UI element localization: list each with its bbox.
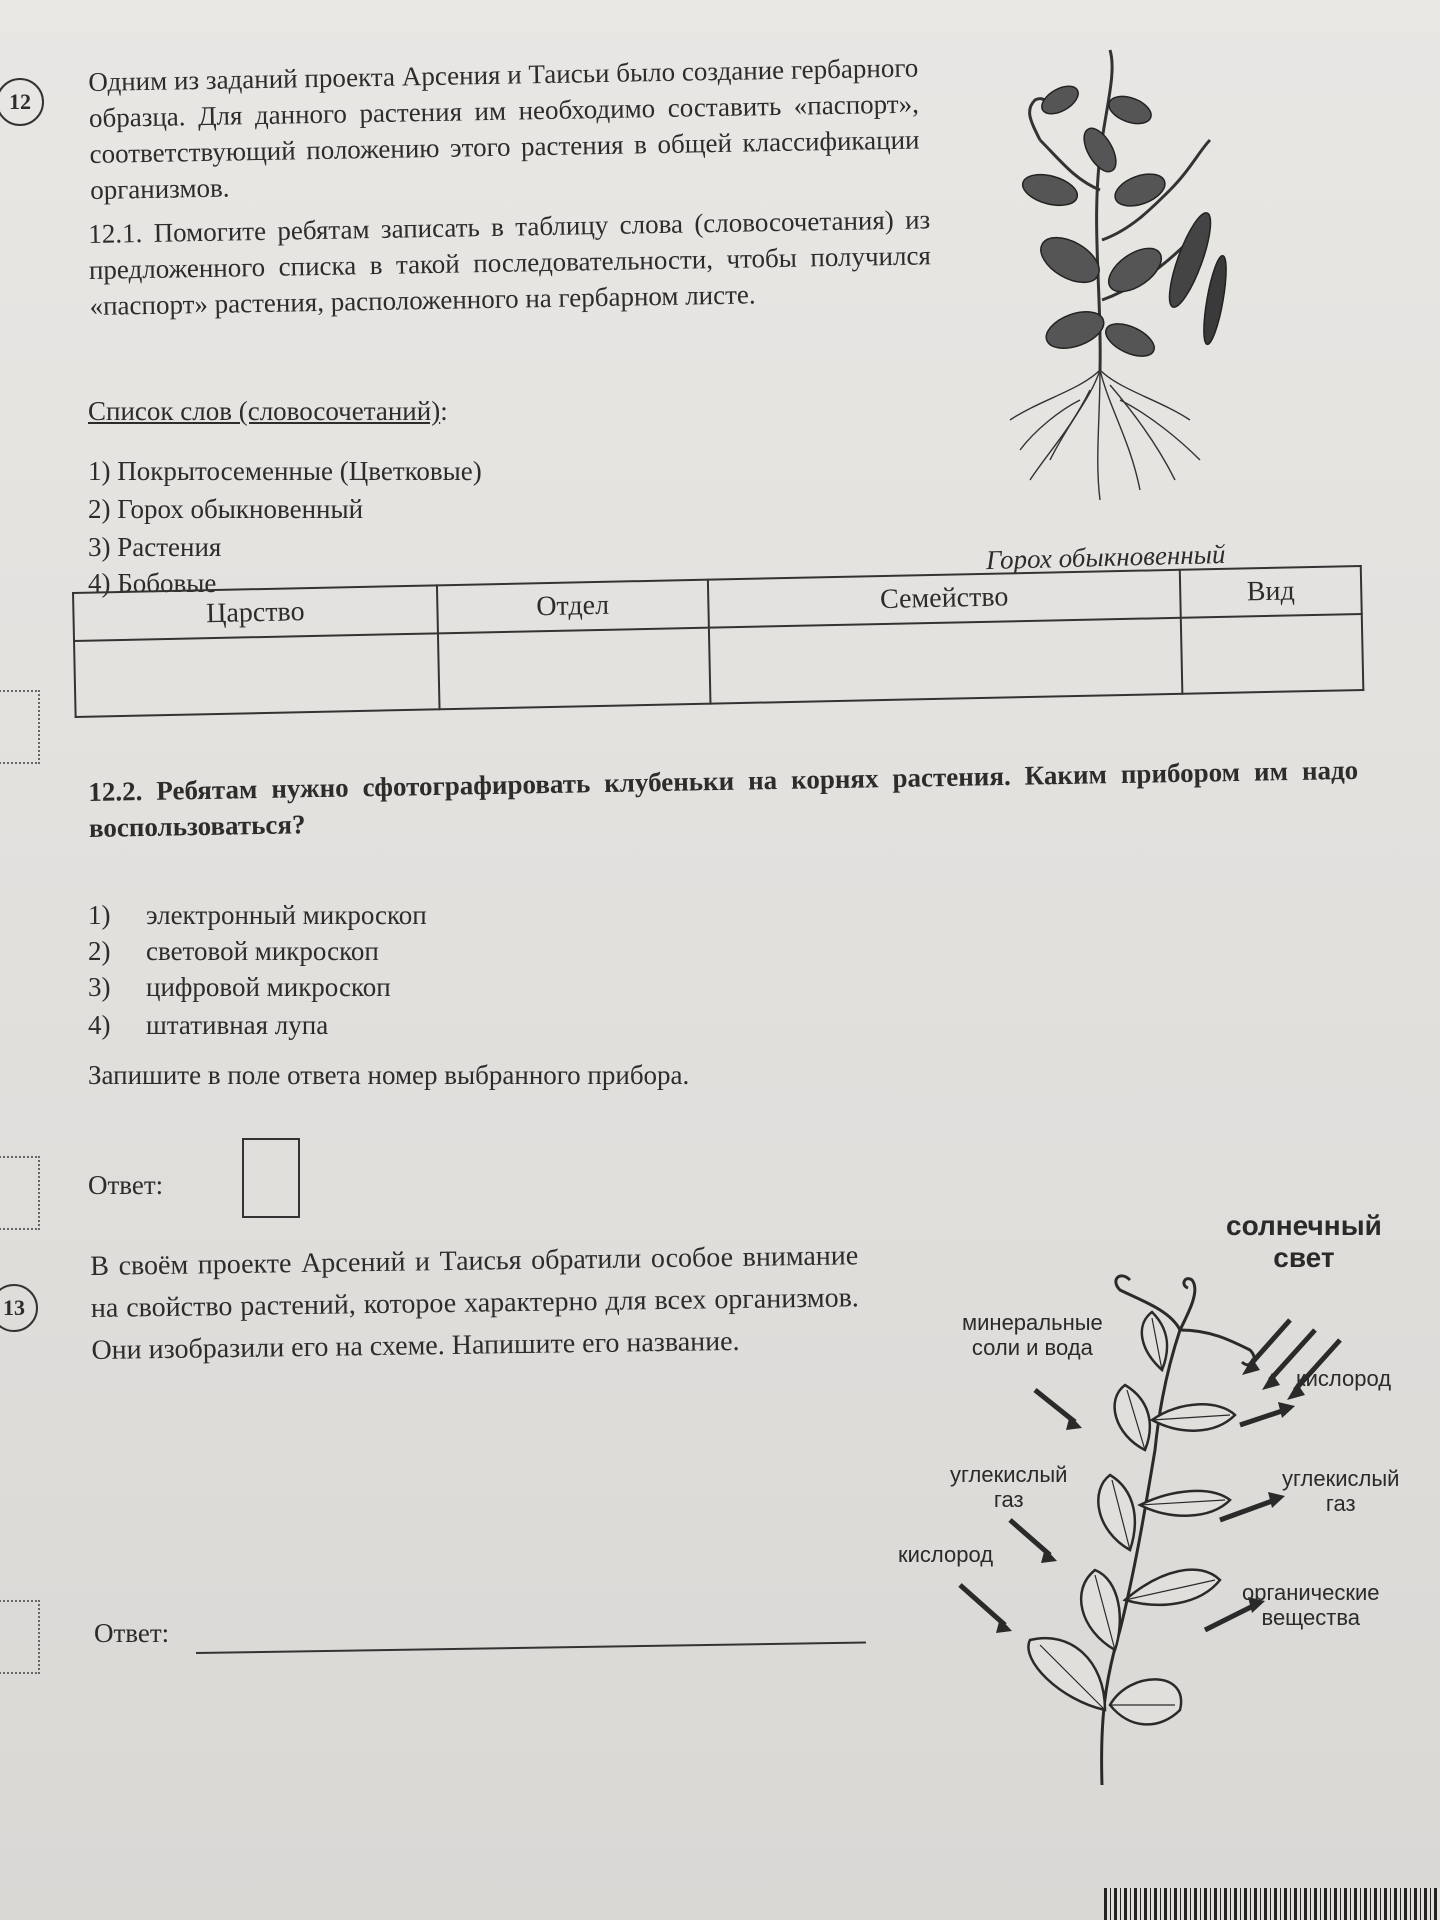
task-13-question: В своём проекте Арсений и Таисья обратили особое внимание на свойство растений, которое характерно для всех организмов. Они изобразили его на схеме. Напишите его название. (90, 1240, 860, 1366)
option-item (88, 1010, 328, 1041)
task-12-2-question: 12.2. Ребятам нужно сфотографировать клубеньки на корнях растения. Каким прибором им надо воспользоваться? (88, 754, 1359, 843)
label-organic-line1: органические (1242, 1580, 1380, 1605)
option-item (88, 972, 391, 1003)
answer-cell-family[interactable] (709, 618, 1183, 704)
task-12-intro: Одним из заданий проекта Арсения и Таисьи было создание гербарного образца. Для данного растения им необходимо составить «паспорт», соответствующий положению этого растения в общей классификации организмов. (88, 52, 920, 205)
plant-passport-table (72, 565, 1364, 718)
label-co2-in (950, 1462, 1067, 1512)
option-number: 2) (88, 936, 111, 966)
word-list-item: 2) Горох обыкновенный (88, 494, 364, 524)
label-minerals-line1: минеральные (962, 1310, 1103, 1335)
label-co2-in-line2: газ (993, 1487, 1024, 1512)
label-co2-out-line2: газ (1325, 1491, 1356, 1516)
task-12-2-instruction: Запишите в поле ответа номер выбранного прибора. (88, 1060, 690, 1090)
header-kingdom: Царство (73, 585, 438, 641)
label-organic (1242, 1580, 1380, 1630)
answer-box[interactable] (242, 1138, 300, 1218)
label-minerals (962, 1310, 1103, 1360)
label-sunlight-line1: солнечный (1226, 1210, 1382, 1241)
word-list-item: 4) Бобовые (88, 568, 217, 598)
label-sunlight-line2: свет (1273, 1242, 1335, 1273)
option-text: электронный микроскоп (146, 900, 427, 930)
answer-line[interactable] (196, 1641, 866, 1654)
word-list-item: 3) Растения (88, 532, 222, 562)
option-number: 1) (88, 900, 111, 930)
word-list-title-colon: : (440, 396, 448, 426)
answer-label: Ответ: (94, 1618, 170, 1648)
label-minerals-line2: соли и вода (971, 1335, 1093, 1360)
task-12-number: 12 (0, 78, 44, 126)
label-oxygen-out: кислород (1296, 1366, 1392, 1391)
label-co2-in-line1: углекислый (950, 1462, 1068, 1487)
option-number: 3) (88, 972, 111, 1002)
score-box (0, 1600, 40, 1674)
plant-caption: Горох обыкновенный (985, 538, 1226, 576)
label-co2-out-line1: углекислый (1282, 1466, 1400, 1491)
pea-plant-illustration (990, 40, 1250, 510)
barcode (1104, 1888, 1440, 1920)
task-12-1-question: 12.1. Помогите ребятам записать в таблицу слова (словосочетания) из предложенного списка в такой последовательности, чтобы получился «паспорт» растения, расположенного на гербарном листе. (88, 204, 932, 321)
option-item (88, 900, 427, 931)
word-list-title (88, 396, 448, 427)
answer-label: Ответ: (88, 1170, 164, 1200)
word-list-item: 1) Покрытосеменные (Цветковые) (88, 456, 482, 486)
label-sunlight (1226, 1210, 1382, 1274)
option-number: 4) (88, 1010, 111, 1040)
header-species: Вид (1180, 566, 1362, 618)
header-division: Отдел (437, 580, 709, 634)
answer-cell-species[interactable] (1181, 614, 1364, 694)
answer-cell-division[interactable] (438, 628, 710, 710)
word-list-title-text: Список слов (словосочетаний) (88, 396, 441, 426)
option-text: цифровой микроскоп (146, 972, 391, 1002)
label-co2-out (1282, 1466, 1399, 1516)
score-box (0, 690, 40, 764)
label-oxygen-in: кислород (898, 1542, 994, 1567)
header-family: Семейство (708, 570, 1181, 628)
option-text: штативная лупа (146, 1010, 329, 1040)
label-organic-line2: вещества (1261, 1605, 1361, 1630)
option-text: световой микроскоп (146, 936, 379, 966)
answer-cell-kingdom[interactable] (74, 633, 439, 717)
task-13-number: 13 (0, 1284, 38, 1332)
option-item (88, 936, 379, 967)
score-box (0, 1156, 40, 1230)
